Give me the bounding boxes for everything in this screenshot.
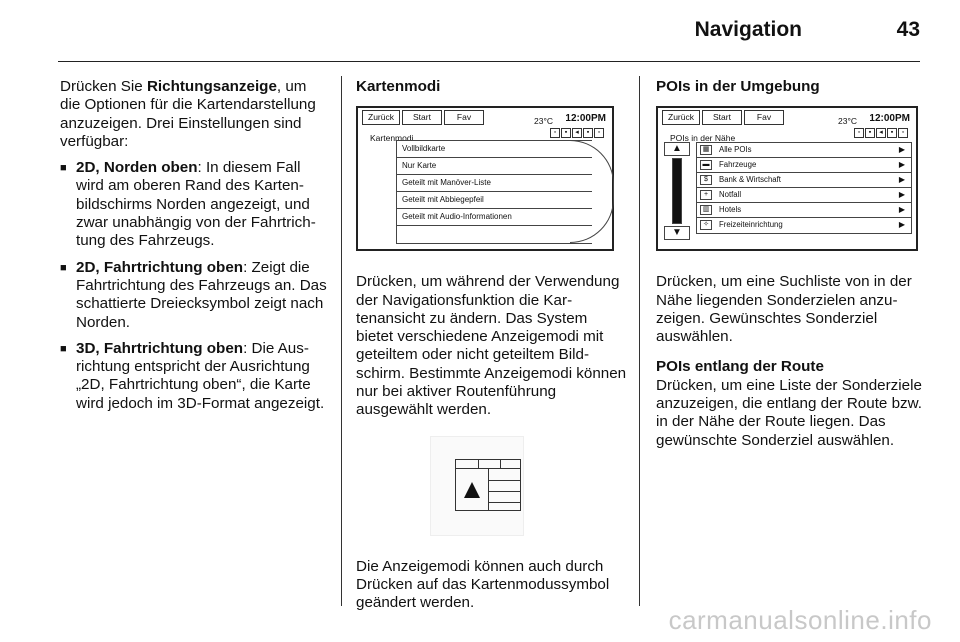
- fav-button: Fav: [744, 110, 784, 125]
- arrow-right-icon: ▶: [898, 205, 905, 215]
- temperature: 23°C: [534, 116, 553, 127]
- bank-icon: $: [700, 175, 712, 185]
- section-heading: POIs in der Umgebung: [656, 78, 820, 95]
- screen-title: Kartenmodi: [370, 133, 414, 144]
- mode-icon: ▪: [865, 128, 875, 138]
- section-title: Navigation: [694, 18, 802, 41]
- mode-icon: ▪: [561, 128, 571, 138]
- car-icon: ▬: [700, 160, 712, 170]
- map-mode-symbol-icon: [430, 436, 524, 536]
- arrow-right-icon: ▶: [898, 145, 905, 155]
- temperature: 23°C: [838, 116, 857, 127]
- scrollbar: [672, 158, 682, 224]
- mode-icon: ▫: [550, 128, 560, 138]
- map-modes-paragraph: Drücken, um während der Verwendung der Navigationsfunktion die Kartenansicht zu ändern. Das System bietet verschiedene Anzeigemodi mit geteiltem oder nicht geteiltem Bildschirm. Bestimmte Anzeigemodi können nur bei aktiver Routenführung ausgewählt werden.: [356, 273, 627, 419]
- screen-title: POIs in der Nähe: [670, 133, 736, 144]
- list-item: ■ 2D, Fahrtrichtung oben: Zeigt die Fahrtrichtung des Fahrzeugs an. Das schattierte Dreiecksymbol zeigt nach Norden.: [60, 259, 328, 332]
- menu-item: Geteilt mit Abbiegepfeil: [397, 192, 592, 209]
- screen-top-bar: [658, 108, 916, 126]
- menu-item: ▥ Hotels ▶: [697, 203, 911, 218]
- intro-paragraph: Drücken Sie Richtungsanzeige, um die Optionen für die Kartendarstellung anzuzeigen. Drei Einstellungen sind verfügbar:: [60, 78, 316, 150]
- column-3: [656, 78, 928, 458]
- mode-icon: ▪: [583, 128, 593, 138]
- map-modes-paragraph-2: Die Anzeigemodi können auch durch Drücken auf das Kartenmodussymbol geändert werden.: [356, 557, 610, 612]
- clock: 12:00PM: [565, 113, 606, 125]
- mode-icon: ◂: [876, 128, 886, 138]
- menu-item: + Notfall ▶: [697, 188, 911, 203]
- arrow-right-icon: ▶: [898, 160, 905, 170]
- emergency-icon: +: [700, 190, 712, 200]
- poi-all-icon: ▦: [700, 145, 712, 155]
- watermark: carmanualsonline.info: [668, 605, 932, 635]
- column-divider: [639, 76, 640, 606]
- clock: 12:00PM: [869, 113, 910, 125]
- back-button: Zurück: [362, 110, 400, 125]
- nearby-pois-paragraph: Drücken, um eine Suchliste von in der Nähe liegenden Sonderzielen anzuzeigen. Gewünschtes Sonderziel auswählen.: [656, 273, 912, 346]
- mode-icon: ▫: [594, 128, 604, 138]
- subsection-heading: POIs entlang der Route: [656, 358, 824, 376]
- list-item: ■ 2D, Norden oben: In diesem Fall wird am oberen Rand des Kartenbildschirms Norden angezeigt, und zwar unabhängig von der Fahrtrichtung des Fahrzeugs.: [60, 159, 328, 250]
- mode-icon: ▫: [898, 128, 908, 138]
- home-button: Start: [702, 110, 742, 125]
- column-2: [356, 78, 628, 621]
- leisure-icon: ✧: [700, 220, 712, 230]
- scroll-up-icon: ▲: [664, 142, 690, 156]
- home-button: Start: [402, 110, 442, 125]
- scroll-down-icon: ▼: [664, 226, 690, 240]
- map-mode-icons: [854, 128, 908, 138]
- map-modes-menu: [396, 140, 592, 244]
- route-pois-paragraph: Drücken, um eine Liste der Sonderziele anzuzeigen, die entlang der Route bzw. in der Nähe der Route liegen. Das gewünschte Sonderziel auswählen.: [656, 376, 922, 449]
- fav-button: Fav: [444, 110, 484, 125]
- menu-item: $ Bank & Wirtschaft ▶: [697, 173, 911, 188]
- mode-icon: ◂: [572, 128, 582, 138]
- column-1: [60, 78, 328, 421]
- menu-item: ▬ Fahrzeuge ▶: [697, 158, 911, 173]
- column-divider: [341, 76, 342, 606]
- north-arrow-icon: [464, 482, 480, 498]
- mode-icon: ▪: [887, 128, 897, 138]
- arrow-right-icon: ▶: [898, 175, 905, 185]
- menu-item: Vollbildkarte: [397, 141, 592, 158]
- nearby-pois-screen-illustration: [656, 106, 918, 251]
- menu-item: Geteilt mit Manöver-Liste: [397, 175, 592, 192]
- map-modes-screen-illustration: [356, 106, 614, 251]
- option-list: [60, 159, 328, 413]
- hotel-icon: ▥: [700, 205, 712, 215]
- menu-item: Nur Karte: [397, 158, 592, 175]
- menu-item: Geteilt mit Audio-Informationen: [397, 209, 592, 226]
- menu-item: ✧ Freizeiteinrichtung ▶: [697, 218, 911, 233]
- menu-item: ▦ Alle POIs ▶: [697, 143, 911, 158]
- back-button: Zurück: [662, 110, 700, 125]
- page-number: 43: [896, 18, 920, 41]
- poi-category-menu: [696, 142, 912, 234]
- intro-keyword: Richtungsanzeige: [146, 78, 277, 95]
- page-header: [58, 0, 920, 62]
- list-item: ■ 3D, Fahrtrichtung oben: Die Ausrichtung entspricht der Ausrichtung „2D, Fahrtrichtung oben“, die Karte wird jedoch im 3D-Format angezeigt.: [60, 340, 328, 413]
- section-heading: Kartenmodi: [356, 78, 441, 95]
- screen-top-bar: [358, 108, 612, 126]
- mode-icon: ▫: [854, 128, 864, 138]
- arrow-right-icon: ▶: [898, 220, 905, 230]
- map-mode-icons: [550, 128, 604, 138]
- arrow-right-icon: ▶: [898, 190, 905, 200]
- menu-item: [397, 226, 592, 243]
